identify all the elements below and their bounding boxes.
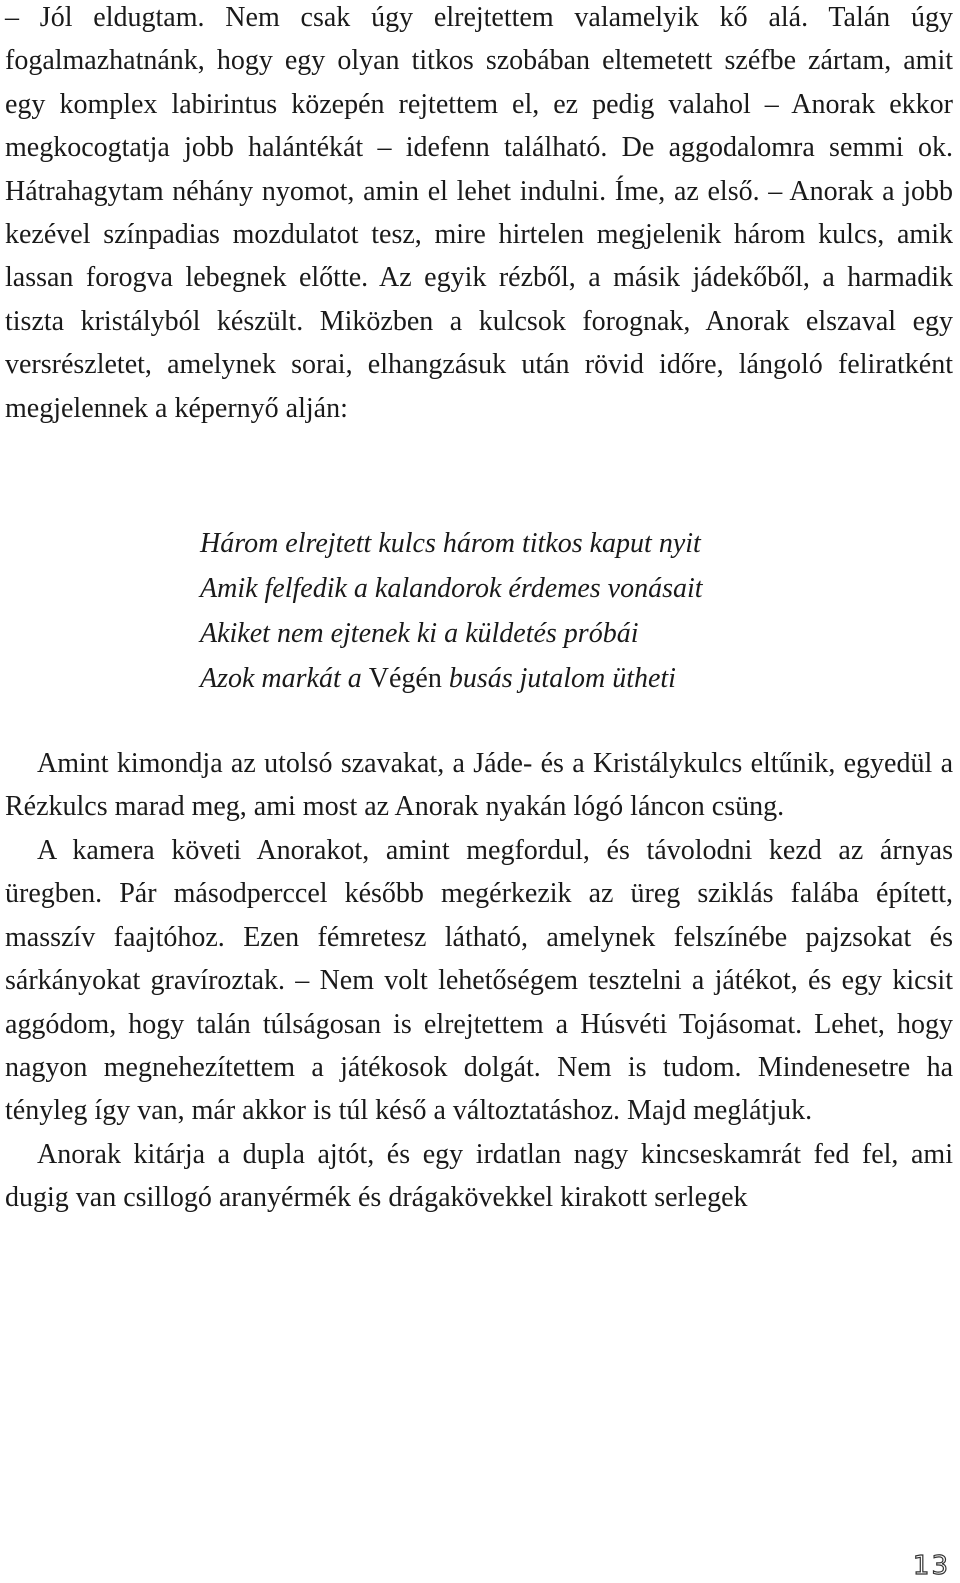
poem-line-4-part1: Azok markát a	[200, 663, 369, 695]
poem-line-2: Amik felfedik a kalandorok érdemes vonásait	[200, 573, 703, 605]
poem-verse	[200, 521, 953, 701]
poem-line-4-part3: busás jutalom ütheti	[441, 663, 676, 695]
poem-line-4	[200, 656, 953, 701]
paragraph-intro-part1: – Jól eldugtam. Nem csak úgy elrejtettem valamelyik kő alá. Talán úgy fogalmazhatnánk, hogy egy olyan titkos szobában eltemetett széfbe zártam, amit egy komplex labirintus közepén rejtettem el, ez pedig valahol – Anorak ekkor megkocogtatja jobb halántékát – idefenn található. De aggodalomra semmi ok. Hátrahagytam néhány nyomot, amin el lehet indulni. Íme, az első.	[5, 2, 953, 207]
book-page	[5, 0, 953, 1220]
paragraph-intro	[5, 0, 953, 430]
poem-line-4-upright-word: Végén	[368, 663, 442, 695]
poem-line-1: Három elrejtett kulcs három titkos kaput nyit	[200, 528, 701, 560]
paragraph-intro-part2: – Anorak a jobb kezével színpadias mozdulatot tesz, mire hirtelen megjelenik három kulcs, amik lassan forogva lebegnek előtte. Az egyik rézből, a másik jádekőből, a harmadik tiszta kristályból készült. Miközben a kulcsok forognak, Anorak elszaval egy versrészletet, amelynek sorai, elhangzásuk után rövid időre, lángoló feliratként megjelennek a képernyő alján:	[5, 175, 953, 424]
page-number: 13	[912, 1551, 950, 1581]
paragraph-keys-vanish: Amint kimondja az utolsó szavakat, a Jáde- és a Kristálykulcs eltűnik, egyedül a Rézkulcs marad meg, ami most az Anorak nyakán lógó láncon csüng.	[5, 748, 953, 823]
poem-line-3: Akiket nem ejtenek ki a küldetés próbái	[200, 618, 639, 650]
paragraph-camera: A kamera követi Anorakot, amint megfordul, és távolodni kezd az árnyas üregben. Pár másodperccel később megérkezik az üreg sziklás falába épített, masszív faajtóhoz. Ezen fémretesz látható, amelynek felszínébe pajzsokat és sárkányokat gravíroztak. – Nem volt lehetőségem tesztelni a játékot, és egy kicsit aggódom, hogy talán túlságosan is elrejtettem a Húsvéti Tojásomat. Lehet, hogy nagyon megnehezítettem a játékosok dolgát. Nem is tudom. Mindenesetre ha tényleg így van, már akkor is túl késő a változtatáshoz. Majd meglátjuk.	[5, 834, 953, 1127]
paragraph-treasure: Anorak kitárja a dupla ajtót, és egy irdatlan nagy kincseskamrát fed fel, ami dugig van csillogó aranyérmék és drágakövekkel kirakott serlegek	[5, 1138, 953, 1214]
